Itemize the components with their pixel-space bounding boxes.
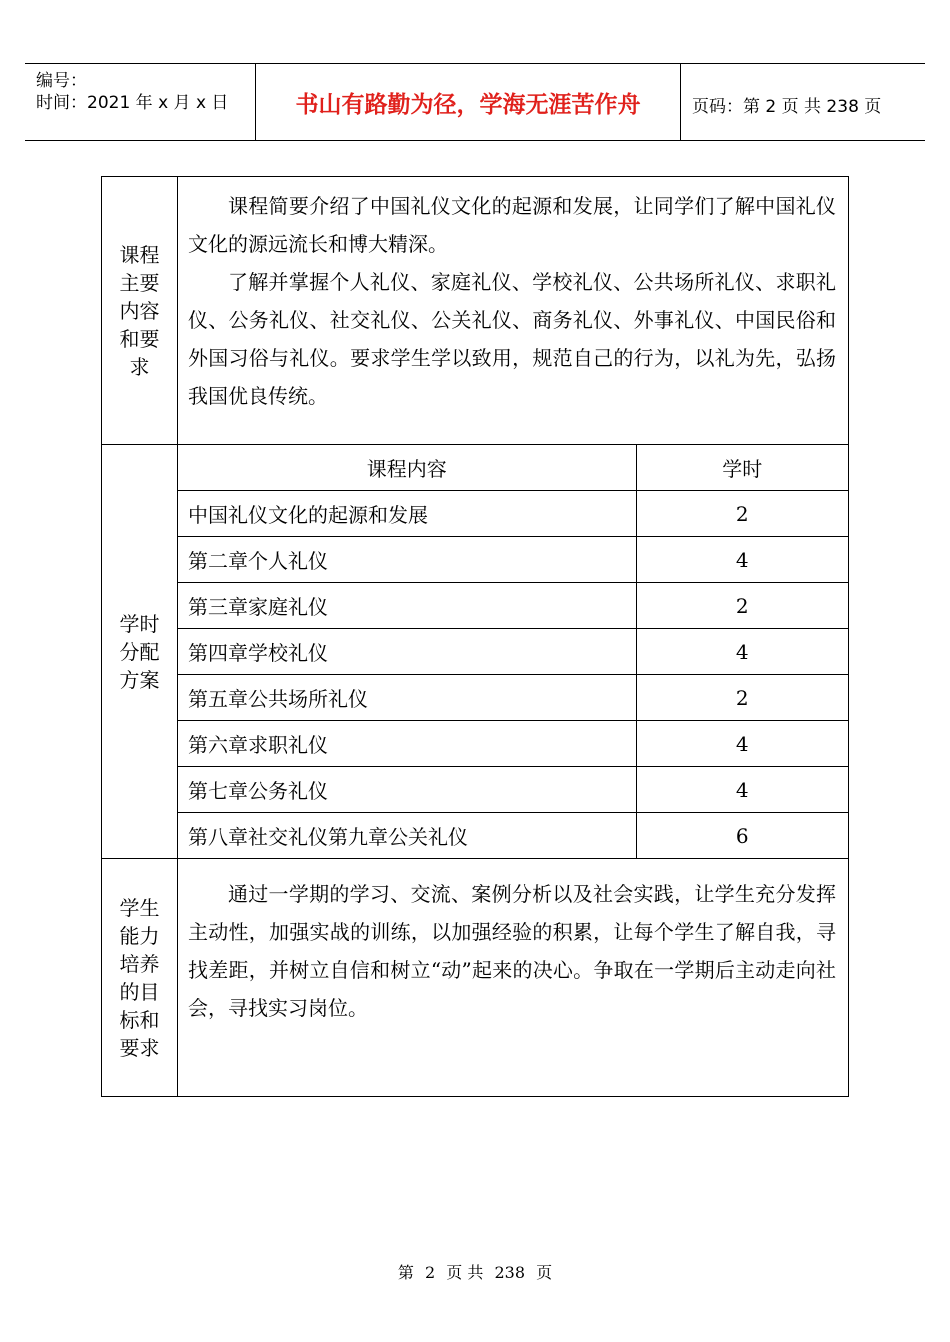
chapter-name: 中国礼仪文化的起源和发展: [178, 491, 636, 537]
hours-table-cell: [178, 445, 849, 859]
hours-row: [102, 445, 849, 859]
chapter-name: 第七章公务礼仪: [178, 767, 636, 813]
header-divider-right: [680, 63, 681, 140]
hours-row-item: [178, 767, 848, 813]
main-content-row: [102, 177, 849, 445]
chapter-name: 第二章个人礼仪: [178, 537, 636, 583]
doc-number-label: 编号：: [36, 71, 87, 91]
main-content-text-cell: [178, 177, 849, 445]
chapter-hours: 4: [636, 629, 848, 675]
footer-prefix: 第: [397, 1263, 414, 1282]
chapter-hours: 4: [636, 537, 848, 583]
hours-row-item: [178, 675, 848, 721]
ability-label-cell: [102, 859, 178, 1097]
hours-table: [178, 445, 848, 858]
header-page-label: 页码：第 2 页 共 238 页: [692, 97, 882, 117]
chapter-hours: 2: [636, 583, 848, 629]
hours-row-item: [178, 629, 848, 675]
header-bottom-rule: [25, 140, 925, 141]
page-footer: [0, 1260, 950, 1283]
hours-row-item: [178, 537, 848, 583]
footer-total-pages: 238: [494, 1263, 525, 1282]
hours-header-row: [178, 445, 848, 491]
chapter-hours: 2: [636, 675, 848, 721]
course-table: [101, 176, 849, 1097]
footer-suffix: 页: [536, 1263, 553, 1282]
hours-row-item: [178, 813, 848, 859]
ability-label: 学生能力培养的目标和要求: [119, 895, 160, 1060]
main-content-label-cell: [102, 177, 178, 445]
ability-text-cell: [178, 859, 849, 1097]
chapter-hours: 6: [735, 823, 749, 848]
doc-time-label: 时间：2021 年 x 月 x 日: [36, 93, 229, 113]
chapter-name: 第六章求职礼仪: [178, 721, 636, 767]
hours-header-content: 课程内容: [178, 445, 636, 491]
chapter-name: 第五章公共场所礼仪: [178, 675, 636, 721]
footer-mid: 页 共: [446, 1263, 484, 1282]
footer-page-number: 2: [424, 1263, 436, 1282]
hours-label: 学时分配方案: [119, 611, 160, 692]
ability-paragraph-1: 通过一学期的学习、交流、案例分析以及社会实践，让学生充分发挥主动性，加强实战的训练，以加强经验的积累，让每个学生了解自我，寻找差距，并树立自信和树立“动”起来的决心。争取在一学期后主动走向社会，寻找实习岗位。: [188, 882, 836, 1020]
header-top-rule: [25, 63, 925, 64]
hours-row-item: [178, 721, 848, 767]
ability-row: [102, 859, 849, 1097]
chapter-name: 第四章学校礼仪: [178, 629, 636, 675]
header-motto: 书山有路勤为径，学海无涯苦作舟: [295, 92, 641, 118]
hours-row-item: [178, 583, 848, 629]
chapter-hours: 4: [636, 767, 848, 813]
hours-row-item: [178, 491, 848, 537]
hours-label-cell: [102, 445, 178, 859]
chapter-name: 第八章社交礼仪第九章公关礼仪: [178, 813, 636, 859]
main-content-paragraph-2: 了解并掌握个人礼仪、家庭礼仪、学校礼仪、公共场所礼仪、求职礼仪、公务礼仪、社交礼仪、公关礼仪、商务礼仪、外事礼仪、中国民俗和外国习俗与礼仪。要求学生学以致用，规范自己的行为，以礼为先，弘扬我国优良传统。: [188, 270, 836, 408]
main-content-paragraph-1: 课程简要介绍了中国礼仪文化的起源和发展，让同学们了解中国礼仪文化的源远流长和博大精深。: [188, 194, 836, 256]
chapter-hours: 4: [636, 721, 848, 767]
hours-header-hours: 学时: [636, 445, 848, 491]
chapter-name: 第三章家庭礼仪: [178, 583, 636, 629]
main-content-label: 课程主要内容和要求: [119, 242, 160, 379]
chapter-hours: 2: [636, 491, 848, 537]
